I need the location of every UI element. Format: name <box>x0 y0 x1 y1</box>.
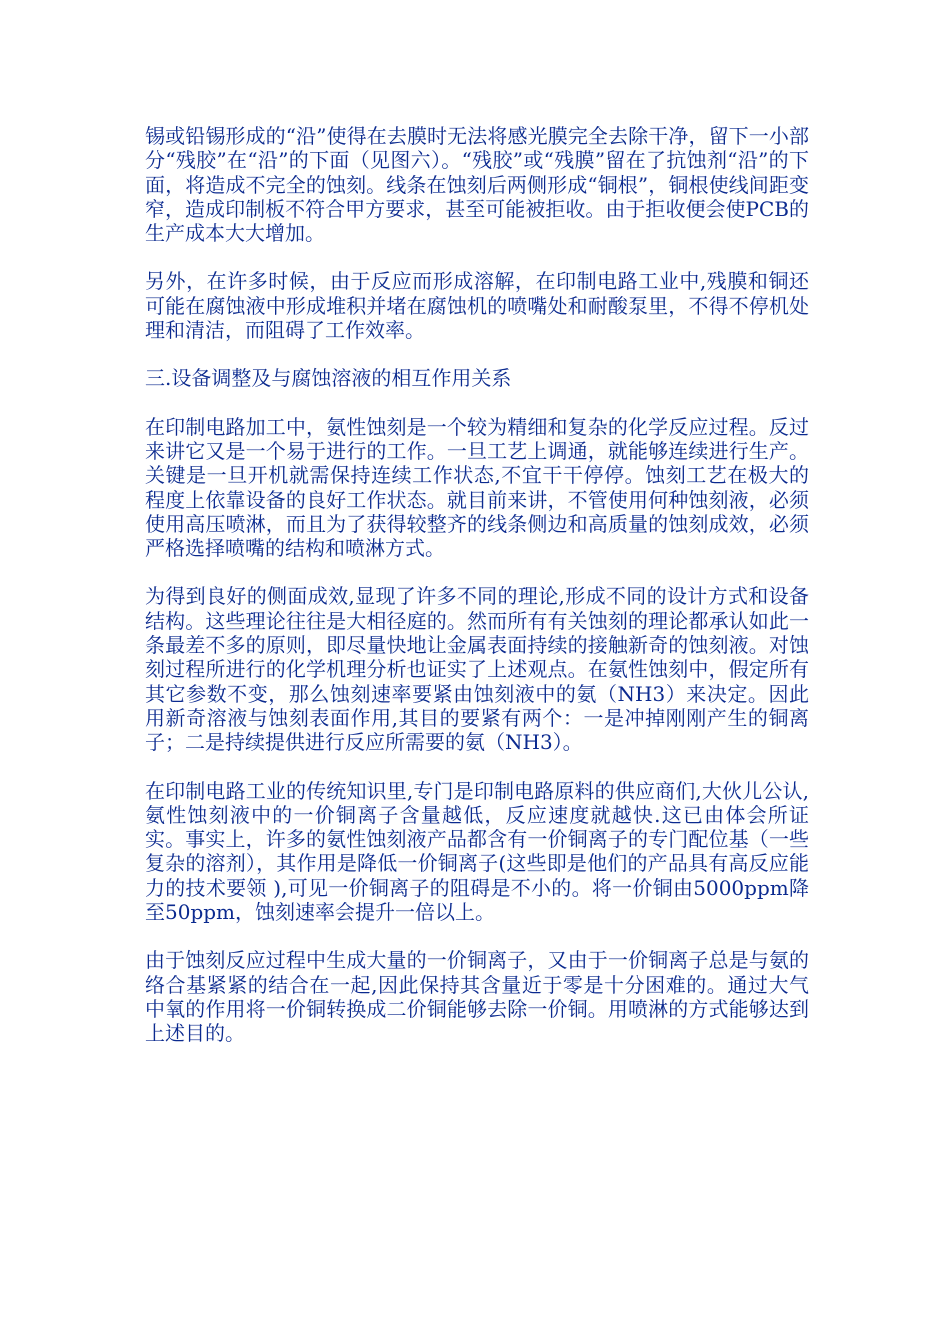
paragraph-cuprous-ion: 在印制电路工业的传统知识里,专门是印制电路原料的供应商们,大伙儿公认,氨性蚀刻液中的一价铜离子含量越低，反应速度就越快.这已由体会所证实。事实上，许多的氨性蚀刻液产品都含有一价铜离子的专门配位基（一些复杂的溶剂），其作用是降低一价铜离子(这些即是他们的产品具有高反应能力的技术要领 ),可见一价铜离子的阻碍是不小的。将一价铜由5000ppm降至50ppm，蚀刻速率会提升一倍以上。 <box>145 778 809 925</box>
paragraph-residue-film: 锡或铅锡形成的“沿”使得在去膜时无法将感光膜完全去除干净，留下一小部分“残胶”在“沿”的下面（见图六）。“残胶”或“残膜”留在了抗蚀剂“沿”的下面，将造成不完全的蚀刻。线条在蚀刻后两侧形成“铜根”，铜根使线间距变窄，造成印制板不符合甲方要求，甚至可能被拒收。由于拒收便会使PCB的生产成本大大增加。 <box>145 124 809 246</box>
paragraph-accumulation: 另外，在许多时候，由于反应而形成溶解，在印制电路工业中,残膜和铜还可能在腐蚀液中形成堆积并堵在腐蚀机的喷嘴处和耐酸泵里，不得不停机处理和清洁，而阻碍了工作效率。 <box>145 269 809 343</box>
paragraph-oxidation-spray: 由于蚀刻反应过程中生成大量的一价铜离子，又由于一价铜离子总是与氨的络合基紧紧的结合在一起,因此保持其含量近于零是十分困难的。通过大气中氧的作用将一价铜转换成二价铜能够去除一价铜。用喷淋的方式能够达到上述目的。 <box>145 948 809 1046</box>
section-heading: 三.设备调整及与腐蚀溶液的相互作用关系 <box>145 366 512 391</box>
paragraph-side-effect-theory: 为得到良好的侧面成效,显现了许多不同的理论,形成不同的设计方式和设备结构。这些理论往往是大相径庭的。然而所有有关蚀刻的理论都承认如此一条最差不多的原则，即尽量快地让金属表面持续的接触新奇的蚀刻液。对蚀刻过程所进行的化学机理分析也证实了上述观点。在氨性蚀刻中，假定所有其它参数不变，那么蚀刻速率要紧由蚀刻液中的氨（NH3）来决定。因此用新奇溶液与蚀刻表面作用,其目的要紧有两个：一是冲掉刚刚产生的铜离子；二是持续提供进行反应所需要的氨（NH3）。 <box>145 584 809 755</box>
document-page <box>145 124 809 1070</box>
paragraph-ammonia-etching: 在印制电路加工中，氨性蚀刻是一个较为精细和复杂的化学反应过程。反过来讲它又是一个易于进行的工作。一旦工艺上调通，就能够连续进行生产。关键是一旦开机就需保持连续工作状态,不宜干干停停。蚀刻工艺在极大的程度上依靠设备的良好工作状态。就目前来讲，不管使用何种蚀刻液，必须使用高压喷淋，而且为了获得较整齐的线条侧边和高质量的蚀刻成效，必须严格选择喷嘴的结构和喷淋方式。 <box>145 414 809 561</box>
